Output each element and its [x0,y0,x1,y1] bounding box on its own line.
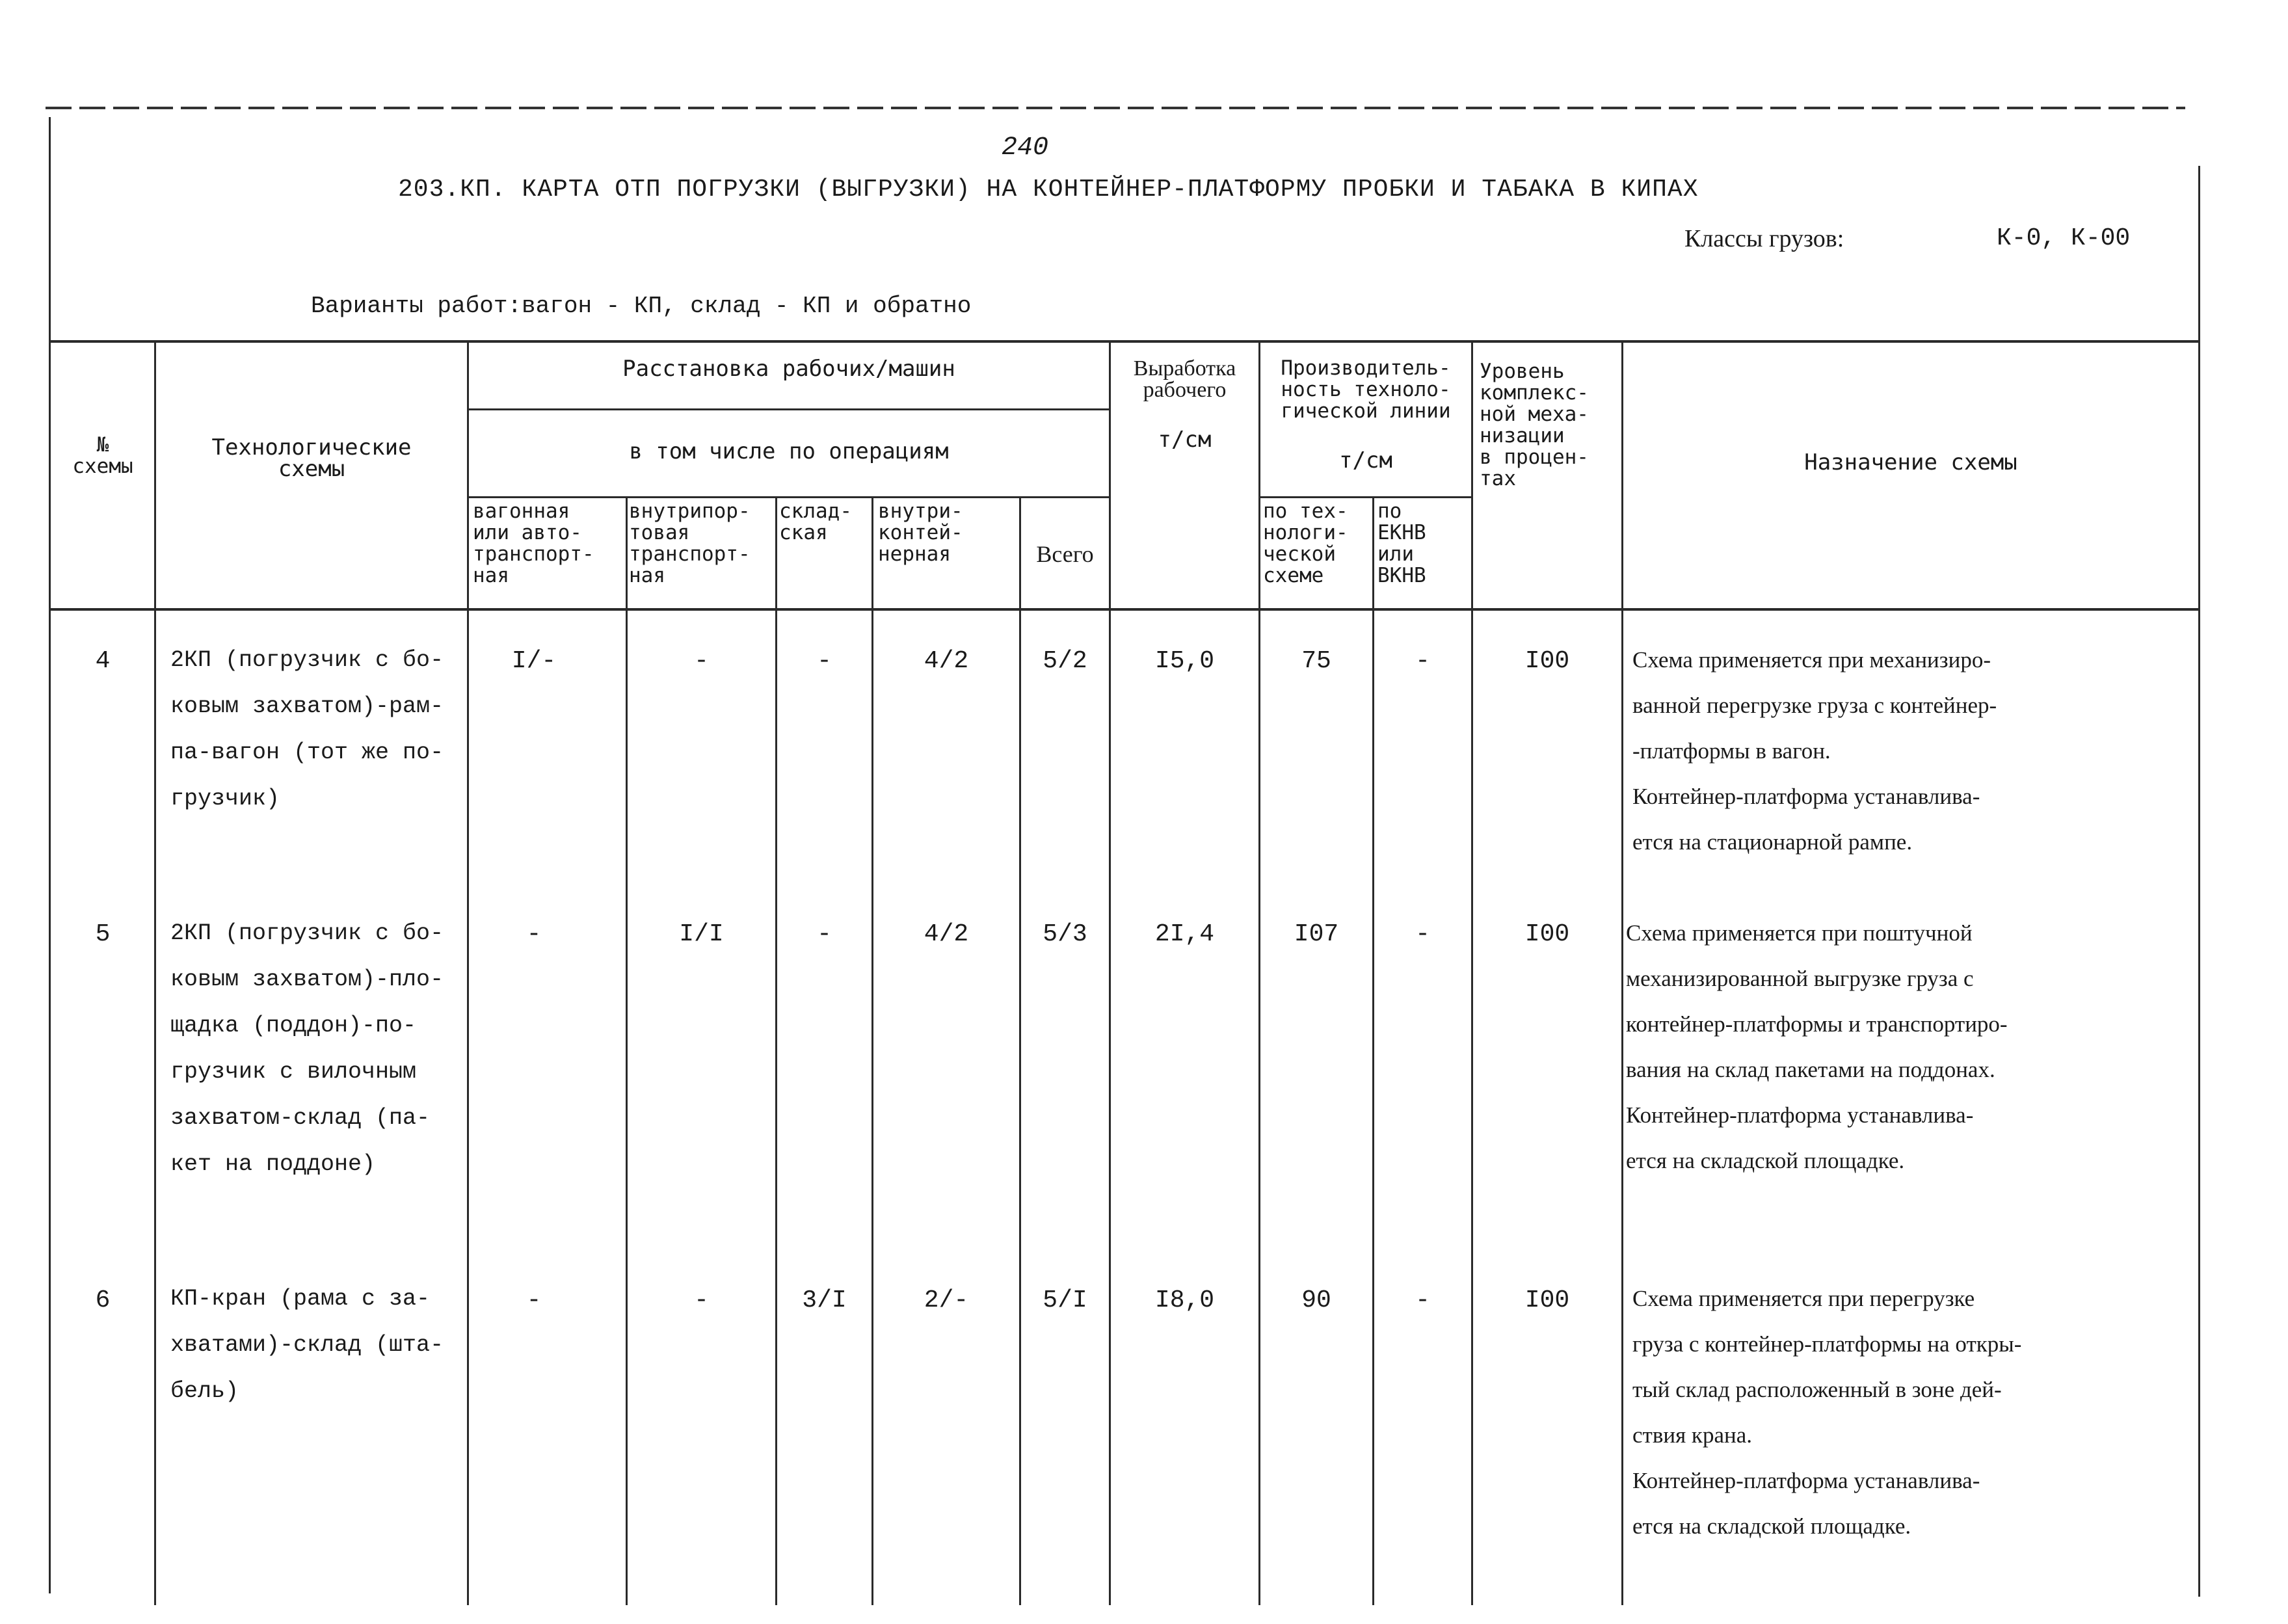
row-op-wagon: - [526,1286,542,1314]
header-mechanization: Уровень комплекс- ной меха- низации в процен- тах [1480,360,1589,490]
row-total: 5/I [1043,1286,1087,1314]
cargo-class-label: Классы грузов: [1684,225,1844,252]
row-scheme-no: 5 [95,920,111,948]
row-op-intracontainer: 4/2 [924,647,969,675]
header-op-warehouse: склад- ская [779,499,852,544]
page-number: 240 [1002,133,1049,163]
vline-1 [154,340,156,1605]
header-op-wagon: вагонная или авто- транспорт- ная [473,499,594,587]
row-purpose: Схема применяется при механизиро- ванной перегрузке груза с контейнер- -платформы в вагон. Контейнер-платформа устанавлива- ется на стационарной рампе. [1632,647,1997,855]
header-prod-norm: по ЕКНВ или ВКНВ [1377,499,1426,587]
row-tech-scheme: 2КП (погрузчик с бо- ковым захватом)-рам- па-вагон (тот же по- грузчик) [170,647,444,812]
row-mechanization: I00 [1524,1286,1570,1314]
header-line-prod [1258,496,1473,498]
row-op-intraport: I/I [679,920,724,948]
row-mechanization: I00 [1524,920,1570,948]
header-output: Выработка рабочего [1133,356,1236,402]
row-op-intracontainer: 2/- [924,1286,969,1314]
right-margin-line [2198,166,2200,1597]
cargo-class-value: К-0, К-00 [1997,224,2131,252]
header-output-unit: т/см [1158,427,1212,453]
header-op-intracontainer: внутри- контей- нерная [878,499,963,566]
row-purpose: Схема применяется при поштучной механизированной выгрузке груза с контейнер-платформы и транспортиро- вания на склад пакетами на поддонах. Контейнер-платформа устанавлива- ется на складской площадке. [1626,920,2008,1173]
row-op-intraport: - [694,1286,709,1314]
table-top-line [49,340,2200,343]
header-productivity-unit: т/см [1339,447,1392,473]
row-output: I5,0 [1154,647,1215,675]
row-prod-norm: - [1415,647,1430,675]
vline-11 [1621,340,1623,1605]
row-prod-scheme: I07 [1294,920,1339,948]
header-line-1 [467,408,1109,410]
row-op-warehouse: 3/I [802,1286,847,1314]
row-op-warehouse: - [817,647,832,675]
row-mechanization: I00 [1524,647,1570,675]
vline-2 [467,340,469,1605]
vline-7 [1109,340,1111,1605]
row-op-wagon: - [526,920,542,948]
header-bottom-line [49,608,2200,611]
row-scheme-no: 6 [95,1286,111,1314]
row-purpose: Схема применяется при перегрузке груза с контейнер-платформы на откры- тый склад расположенный в зоне дей- ствия крана. Контейнер-платформа устанавлива- ется на складской площадке. [1632,1286,2022,1539]
vline-8 [1258,340,1260,1605]
row-op-wagon: I/- [511,647,557,675]
row-prod-scheme: 75 [1301,647,1331,675]
page-title: 203.КП. КАРТА ОТП ПОГРУЗКИ (ВЫГРУЗКИ) НА КОНТЕЙНЕР-ПЛАТФОРМУ ПРОБКИ И ТАБАКА В КИПАХ [398,176,1699,204]
row-prod-norm: - [1415,920,1430,948]
row-tech-scheme: КП-кран (рама с за- хватами)-склад (шта- бель) [170,1286,444,1404]
header-tech-scheme: Технологические схемы [211,434,412,482]
header-op-intraport: внутрипор- товая транспорт- ная [629,499,751,587]
row-prod-norm: - [1415,1286,1430,1314]
row-total: 5/2 [1043,647,1087,675]
row-scheme-no: 4 [95,647,111,675]
row-op-intraport: - [694,647,709,675]
header-purpose: Назначение схемы [1804,449,2017,475]
row-output: I8,0 [1154,1286,1215,1314]
header-scheme-no: № схемы [72,433,133,478]
row-prod-scheme: 90 [1301,1286,1331,1314]
row-op-intracontainer: 4/2 [924,920,969,948]
left-margin-line [49,117,51,1593]
row-tech-scheme: 2КП (погрузчик с бо- ковым захватом)-пло- щадка (поддон)-по- грузчик с вилочным захватом-склад (па- кет на поддоне) [170,920,444,1177]
row-op-warehouse: - [817,920,832,948]
header-total: Всего [1036,541,1094,567]
header-arrangement: Расстановка рабочих/машин [622,356,955,382]
vline-10 [1471,340,1473,1605]
header-productivity: Производитель- ность техноло- гической линии [1281,356,1451,423]
row-output: 2I,4 [1154,920,1215,948]
row-total: 5/3 [1043,920,1087,948]
work-variants: Варианты работ:вагон - КП, склад - КП и обратно [311,293,972,319]
header-by-operations: в том числе по операциям [629,438,949,464]
header-line-2 [467,496,1109,498]
header-prod-scheme: по тех- нологи- ческой схеме [1263,499,1348,587]
top-rule [46,107,2185,109]
